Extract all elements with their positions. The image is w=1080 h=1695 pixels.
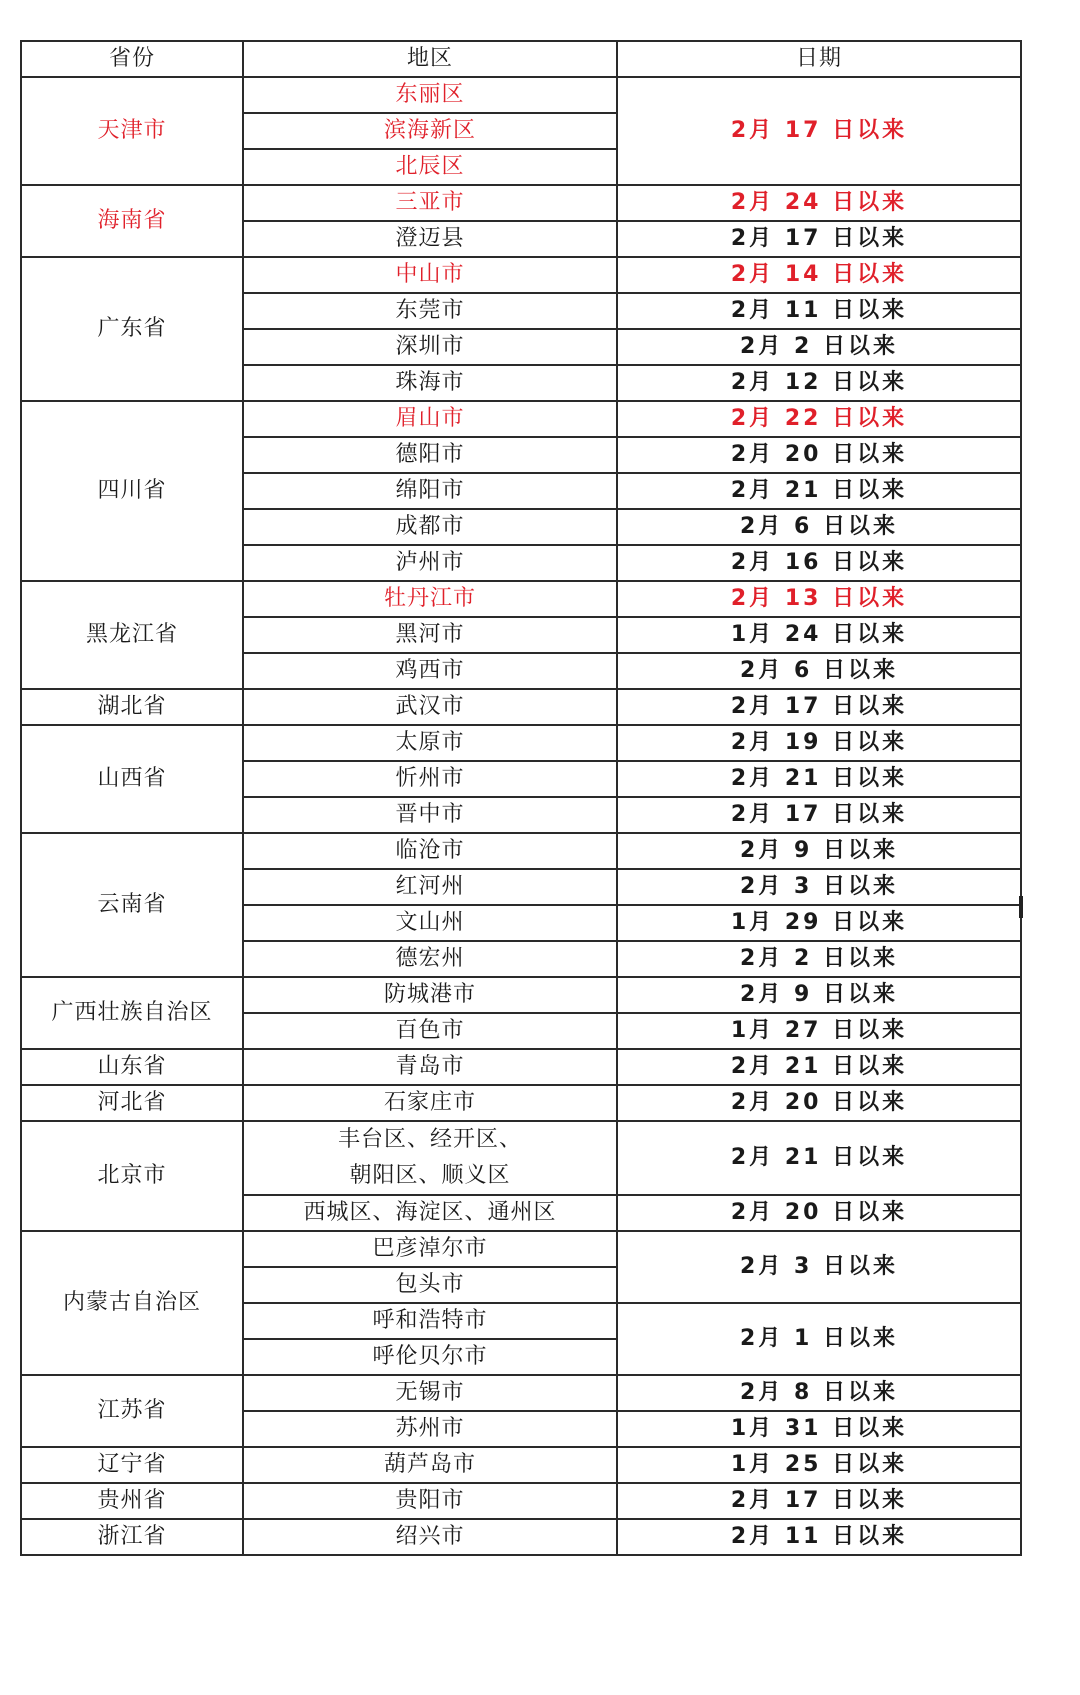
province-cell: 天津市 [21,77,243,185]
date-cell: 2月 6 日以来 [617,509,1021,545]
table-row [21,725,1021,761]
region-cell: 百色市 [243,1013,617,1049]
date-cell: 2月 13 日以来 [617,581,1021,617]
date-cell: 2月 12 日以来 [617,365,1021,401]
province-cell: 广西壮族自治区 [21,977,243,1049]
date-cell: 1月 27 日以来 [617,1013,1021,1049]
region-cell: 鸡西市 [243,653,617,689]
province-cell: 黑龙江省 [21,581,243,689]
header-date: 日期 [617,41,1021,77]
region-cell: 忻州市 [243,761,617,797]
date-cell: 2月 9 日以来 [617,833,1021,869]
region-cell: 绍兴市 [243,1519,617,1555]
region-cell: 红河州 [243,869,617,905]
region-cell: 包头市 [243,1267,617,1303]
table-row [21,1447,1021,1483]
region-cell: 无锡市 [243,1375,617,1411]
province-cell: 辽宁省 [21,1447,243,1483]
table-row [21,77,1021,113]
date-cell: 2月 2 日以来 [617,941,1021,977]
region-cell: 德宏州 [243,941,617,977]
province-cell: 山东省 [21,1049,243,1085]
region-cell: 牡丹江市 [243,581,617,617]
region-cell: 滨海新区 [243,113,617,149]
date-cell: 2月 17 日以来 [617,221,1021,257]
region-cell: 文山州 [243,905,617,941]
province-cell: 云南省 [21,833,243,977]
date-cell: 2月 16 日以来 [617,545,1021,581]
date-cell: 2月 17 日以来 [617,1483,1021,1519]
date-cell: 2月 21 日以来 [617,1049,1021,1085]
table-row [21,185,1021,221]
date-cell: 2月 3 日以来 [617,869,1021,905]
header-region: 地区 [243,41,617,77]
date-cell: 2月 11 日以来 [617,293,1021,329]
date-cell: 1月 25 日以来 [617,1447,1021,1483]
province-cell: 贵州省 [21,1483,243,1519]
date-cell: 2月 17 日以来 [617,77,1021,185]
region-cell: 葫芦岛市 [243,1447,617,1483]
region-cell: 青岛市 [243,1049,617,1085]
table-row [21,581,1021,617]
date-cell: 2月 20 日以来 [617,437,1021,473]
table-row [21,833,1021,869]
date-cell: 2月 22 日以来 [617,401,1021,437]
date-cell: 2月 21 日以来 [617,761,1021,797]
province-cell: 浙江省 [21,1519,243,1555]
region-cell: 西城区、海淀区、通州区 [243,1195,617,1231]
table-row [21,257,1021,293]
date-cell: 2月 20 日以来 [617,1085,1021,1121]
table-row [21,689,1021,725]
table-row [21,401,1021,437]
province-cell: 江苏省 [21,1375,243,1447]
region-cell: 泸州市 [243,545,617,581]
region-cell: 石家庄市 [243,1085,617,1121]
province-cell: 广东省 [21,257,243,401]
date-cell: 2月 21 日以来 [617,473,1021,509]
document-page [20,40,1020,1556]
date-cell: 2月 6 日以来 [617,653,1021,689]
region-cell: 巴彦淖尔市 [243,1231,617,1267]
region-cell: 澄迈县 [243,221,617,257]
table-row [21,1049,1021,1085]
region-cell: 晋中市 [243,797,617,833]
date-cell: 2月 20 日以来 [617,1195,1021,1231]
date-cell: 2月 19 日以来 [617,725,1021,761]
region-cell: 临沧市 [243,833,617,869]
region-cell: 防城港市 [243,977,617,1013]
date-cell: 2月 14 日以来 [617,257,1021,293]
date-cell: 1月 29 日以来 [617,905,1021,941]
date-cell: 2月 2 日以来 [617,329,1021,365]
table-row [21,1375,1021,1411]
region-cell: 武汉市 [243,689,617,725]
page-edge-marker [1019,896,1023,918]
region-cell: 北辰区 [243,149,617,185]
region-cell: 三亚市 [243,185,617,221]
date-cell: 2月 8 日以来 [617,1375,1021,1411]
table-header-row [21,41,1021,77]
region-cell: 呼伦贝尔市 [243,1339,617,1375]
date-cell: 2月 17 日以来 [617,689,1021,725]
province-cell: 北京市 [21,1121,243,1231]
date-cell: 2月 24 日以来 [617,185,1021,221]
region-cell: 丰台区、经开区、 朝阳区、顺义区 [243,1121,617,1195]
region-cell: 东丽区 [243,77,617,113]
date-cell: 2月 1 日以来 [617,1303,1021,1375]
table-row [21,1483,1021,1519]
table-row [21,1121,1021,1195]
province-cell: 河北省 [21,1085,243,1121]
region-cell: 黑河市 [243,617,617,653]
region-cell: 德阳市 [243,437,617,473]
province-cell: 海南省 [21,185,243,257]
province-cell: 内蒙古自治区 [21,1231,243,1375]
region-cell: 中山市 [243,257,617,293]
province-cell: 山西省 [21,725,243,833]
risk-area-table [20,40,1022,1556]
province-cell: 湖北省 [21,689,243,725]
region-cell: 呼和浩特市 [243,1303,617,1339]
table-row [21,1231,1021,1267]
date-cell: 2月 9 日以来 [617,977,1021,1013]
region-cell: 太原市 [243,725,617,761]
region-cell: 深圳市 [243,329,617,365]
region-cell: 眉山市 [243,401,617,437]
table-row [21,977,1021,1013]
date-cell: 2月 11 日以来 [617,1519,1021,1555]
date-cell: 1月 24 日以来 [617,617,1021,653]
region-cell: 绵阳市 [243,473,617,509]
region-cell: 贵阳市 [243,1483,617,1519]
province-cell: 四川省 [21,401,243,581]
date-cell: 2月 21 日以来 [617,1121,1021,1195]
date-cell: 2月 3 日以来 [617,1231,1021,1303]
table-body [21,77,1021,1555]
region-cell: 珠海市 [243,365,617,401]
region-cell: 成都市 [243,509,617,545]
date-cell: 2月 17 日以来 [617,797,1021,833]
region-cell: 苏州市 [243,1411,617,1447]
region-cell: 东莞市 [243,293,617,329]
table-row [21,1085,1021,1121]
table-row [21,1519,1021,1555]
date-cell: 1月 31 日以来 [617,1411,1021,1447]
header-province: 省份 [21,41,243,77]
